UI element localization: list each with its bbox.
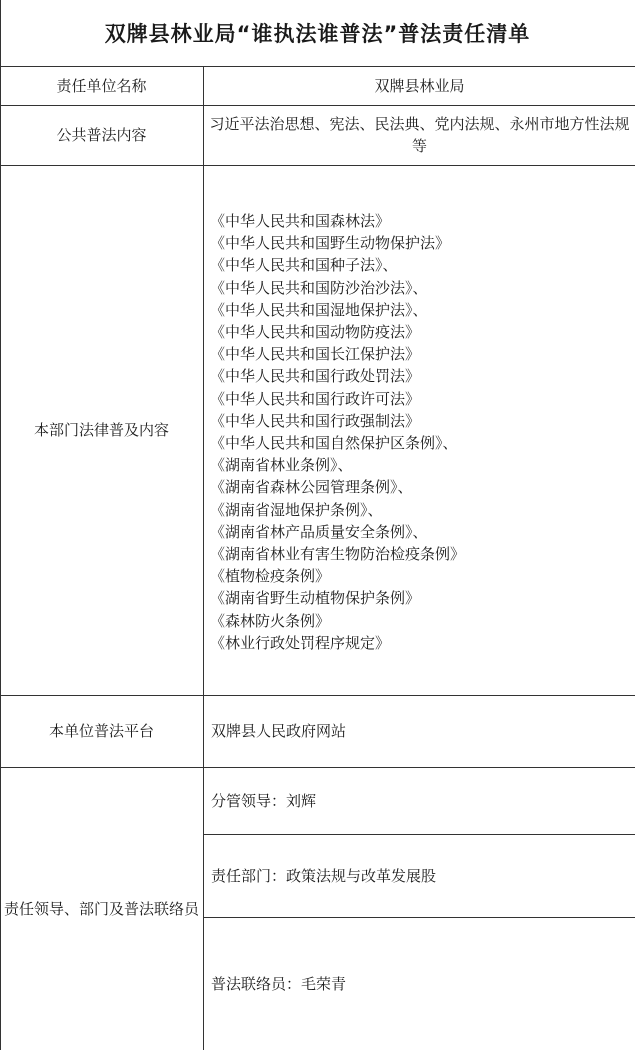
law-item: 《中华人民共和国动物防疫法》 [210, 323, 421, 342]
law-item: 《湖南省野生动植物保护条例》 [210, 589, 421, 608]
liaison-value: 普法联络员：毛荣青 [211, 974, 347, 993]
law-item: 《湖南省林产品质量安全条例》、 [210, 522, 428, 541]
law-list [210, 210, 630, 654]
public-content-label: 公共普法内容 [56, 126, 147, 144]
department-value: 责任部门：政策法规与改革发展股 [211, 866, 437, 885]
law-item: 《湖南省林业有害生物防治检疫条例》 [210, 545, 466, 564]
law-item: 《湖南省林业条例》、 [210, 456, 353, 475]
law-item: 《中华人民共和国行政许可法》 [210, 389, 421, 408]
leader-value: 分管领导：刘辉 [211, 791, 317, 810]
law-item: 《林业行政处罚程序规定》 [210, 633, 391, 652]
law-item: 《中华人民共和国森林法》 [210, 212, 391, 230]
law-item: 《中华人民共和国行政处罚法》 [210, 367, 421, 386]
law-item: 《中华人民共和国种子法》、 [210, 256, 398, 275]
platform-value: 双牌县人民政府网站 [211, 722, 347, 740]
law-item: 《植物检疫条例》 [210, 567, 331, 586]
department-law-label: 本部门法律普及内容 [33, 421, 169, 439]
law-item: 《中华人民共和国湿地保护法》、 [210, 300, 428, 319]
law-item: 《中华人民共和国行政强制法》 [210, 411, 421, 430]
responsible-label: 责任领导、部门及普法联络员 [4, 899, 200, 918]
platform-label: 本单位普法平台 [48, 722, 154, 740]
law-item: 《中华人民共和国自然保护区条例》、 [210, 434, 458, 453]
law-item: 《中华人民共和国野生动物保护法》 [210, 234, 451, 253]
unit-value: 双牌县林业局 [374, 76, 465, 95]
law-item: 《中华人民共和国防沙治沙法》、 [210, 278, 428, 297]
law-item: 《湖南省森林公园管理条例》、 [210, 478, 413, 497]
law-item: 《湖南省湿地保护条例》、 [210, 500, 383, 519]
public-content-value: 习近平法治思想、宪法、民法典、党内法规、永州市地方性法规等 [209, 115, 630, 155]
law-item: 《森林防火条例》 [210, 611, 331, 630]
law-item: 《中华人民共和国长江保护法》 [210, 345, 421, 364]
unit-label: 责任单位名称 [56, 76, 147, 95]
page-title: 双牌县林业局“谁执法谁普法”普法责任清单 [104, 22, 531, 46]
